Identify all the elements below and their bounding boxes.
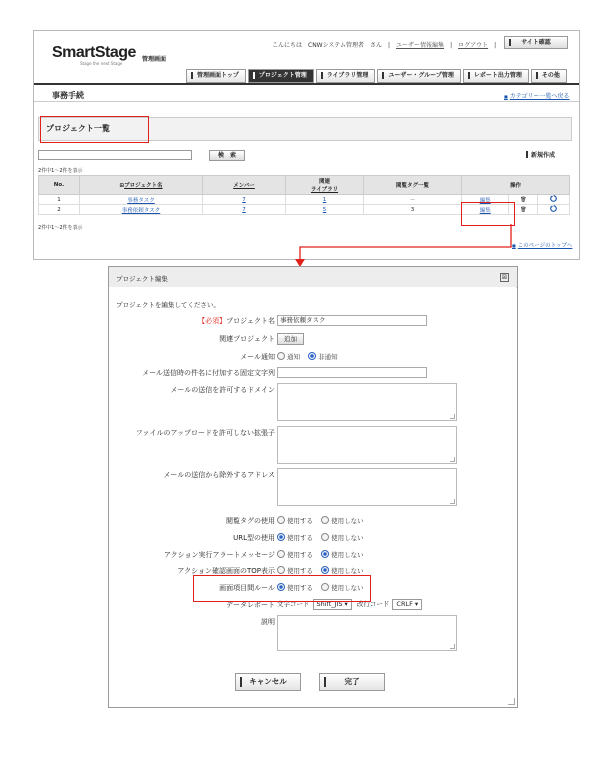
radio-action-alert-use[interactable] xyxy=(277,550,285,558)
greeting-bar: こんにちは CNWシステム管理者 さん | ユーザー情報編集 | ログアウト | xyxy=(272,42,497,49)
user-edit-link[interactable]: ユーザー情報編集 xyxy=(396,42,445,49)
nav-library-management[interactable]: ライブラリ管理 xyxy=(316,69,376,83)
radio-notify[interactable] xyxy=(277,352,285,360)
nav-user-group-management[interactable]: ユーザー・グループ管理 xyxy=(377,69,461,83)
greeting-text: こんにちは CNWシステム管理者 さん xyxy=(272,42,383,49)
radio-url-type-no-use[interactable] xyxy=(321,533,329,541)
col-no: No. xyxy=(39,176,80,195)
sort-icon: ⊞ xyxy=(119,183,125,189)
dialog-title: プロジェクト編集 xyxy=(116,275,168,283)
result-count-bottom: 2件中1〜2件を表示 xyxy=(38,225,83,231)
col-related-library[interactable]: 関連 ライブラリ xyxy=(286,176,364,195)
radio-no-notify[interactable] xyxy=(308,352,316,360)
radio-view-tag-use[interactable] xyxy=(277,516,285,524)
member-count-link[interactable]: 7 xyxy=(203,205,286,215)
col-member[interactable]: メンバー xyxy=(203,176,286,195)
action-top-label: アクション確認画面のTOP表示 xyxy=(177,567,275,575)
required-badge: 【必須】 xyxy=(198,317,227,325)
upload-block-label: ファイルのアップロードを許可しない拡張子 xyxy=(135,429,275,437)
mail-notice-radios: 通知 非通知 xyxy=(277,352,344,361)
project-name-link[interactable]: 事務依頼タスク xyxy=(80,205,203,215)
inter-item-rule-radios: 使用する 使用しない xyxy=(277,583,370,592)
done-button[interactable]: 完了 xyxy=(319,673,385,691)
back-to-category-link[interactable]: ■ カテゴリー一覧へ戻る xyxy=(504,91,570,100)
page-title: 事務手続 xyxy=(52,91,84,100)
inter-item-rule-label: 画面項目間ルール xyxy=(219,584,275,592)
edit-link[interactable]: 編集 xyxy=(462,195,509,205)
edit-project-dialog xyxy=(108,266,518,708)
data-report-label: データレポート xyxy=(226,601,275,609)
cancel-button[interactable]: キャンセル xyxy=(235,673,301,691)
logo-tagline: Stage the next Stage xyxy=(80,61,123,66)
project-name-input[interactable]: 事務依頼タスク xyxy=(277,315,427,326)
url-type-radios: 使用する 使用しない xyxy=(277,533,370,542)
logo[interactable]: SmartStage xyxy=(52,44,136,61)
col-project-name[interactable]: ⊞プロジェクト名 xyxy=(80,176,203,195)
newline-label: 改行コード xyxy=(356,600,390,608)
action-alert-label: アクション実行アラートメッセージ xyxy=(163,551,275,559)
nav-report-output[interactable]: レポート出力管理 xyxy=(463,69,529,83)
view-tag-radios: 使用する 使用しない xyxy=(277,516,370,525)
highlight-inter-item-rule xyxy=(193,575,371,602)
row-no: 1 xyxy=(39,195,80,205)
result-count-top: 2件中1〜2件を表示 xyxy=(38,168,83,174)
member-count-link[interactable]: 7 xyxy=(203,195,286,205)
admin-label: 管理画面 xyxy=(142,56,167,63)
url-type-label: URL型の使用 xyxy=(233,534,275,542)
page-top-link[interactable]: ■ このページのトップへ xyxy=(512,241,572,249)
delete-icon[interactable]: 🗑 xyxy=(509,205,538,215)
resize-grip-icon[interactable] xyxy=(508,698,515,705)
radio-view-tag-no-use[interactable] xyxy=(321,516,329,524)
related-project-label: 関連プロジェクト xyxy=(219,335,275,343)
search-button[interactable]: 検 索 xyxy=(209,150,245,161)
action-alert-radios: 使用する 使用しない xyxy=(277,550,370,559)
radio-action-alert-no-use[interactable] xyxy=(321,550,329,558)
view-tags-cell: 3 xyxy=(364,205,462,215)
subject-prefix-label: メール送信時の件名に付加する固定文字列 xyxy=(142,369,275,377)
dialog-header xyxy=(109,267,517,288)
allowed-domain-label: メールの送信を許可するドメイン xyxy=(170,386,275,394)
excluded-address-label: メールの送信から除外するアドレス xyxy=(163,471,275,479)
upload-block-textarea[interactable] xyxy=(277,426,457,464)
description-textarea[interactable] xyxy=(277,615,457,651)
charset-select[interactable]: Shift_JIS ▾ xyxy=(313,599,352,610)
col-view-tags: 閲覧タグ一覧 xyxy=(364,176,462,195)
delete-icon[interactable]: 🗑 xyxy=(509,195,538,205)
view-tag-label: 閲覧タグの使用 xyxy=(226,517,275,525)
dialog-intro: プロジェクトを編集してください。 xyxy=(116,301,220,309)
logout-link[interactable]: ログアウト xyxy=(458,42,489,49)
new-project-button[interactable]: 新規作成 xyxy=(526,150,555,159)
view-tags-cell: － xyxy=(364,195,462,205)
project-name-label: 【必須】プロジェクト名 xyxy=(198,317,275,325)
allowed-domain-textarea[interactable] xyxy=(277,383,457,421)
col-operations: 操作 xyxy=(462,176,570,195)
tab-project-list: プロジェクト一覧 xyxy=(46,124,110,133)
project-name-link[interactable]: 事務タスク xyxy=(80,195,203,205)
description-label: 説明 xyxy=(261,618,275,626)
newline-select[interactable]: CRLF ▾ xyxy=(392,599,422,610)
edit-link[interactable]: 編集 xyxy=(462,205,509,215)
site-check-button[interactable]: サイト確認 xyxy=(504,36,568,49)
radio-url-type-use[interactable] xyxy=(277,533,285,541)
subject-prefix-input[interactable] xyxy=(277,367,427,378)
library-count-link[interactable]: 1 xyxy=(286,195,364,205)
radio-action-top-use[interactable] xyxy=(277,566,285,574)
row-no: 2 xyxy=(39,205,80,215)
nav-other[interactable]: その他 xyxy=(531,69,567,83)
charset-label: 文字コード xyxy=(277,600,310,608)
nav-project-management[interactable]: プロジェクト管理 xyxy=(248,69,314,83)
library-count-link[interactable]: 5 xyxy=(286,205,364,215)
close-icon[interactable]: ☒ xyxy=(501,274,508,281)
excluded-address-textarea[interactable] xyxy=(277,468,457,506)
radio-action-top-no-use[interactable] xyxy=(321,566,329,574)
action-top-radios: 使用する 使用しない xyxy=(277,566,370,575)
nav-admin-top[interactable]: 管理画面トップ xyxy=(186,69,246,83)
add-related-button[interactable]: 追加 xyxy=(277,333,304,345)
mail-notice-label: メール通知 xyxy=(240,353,275,361)
